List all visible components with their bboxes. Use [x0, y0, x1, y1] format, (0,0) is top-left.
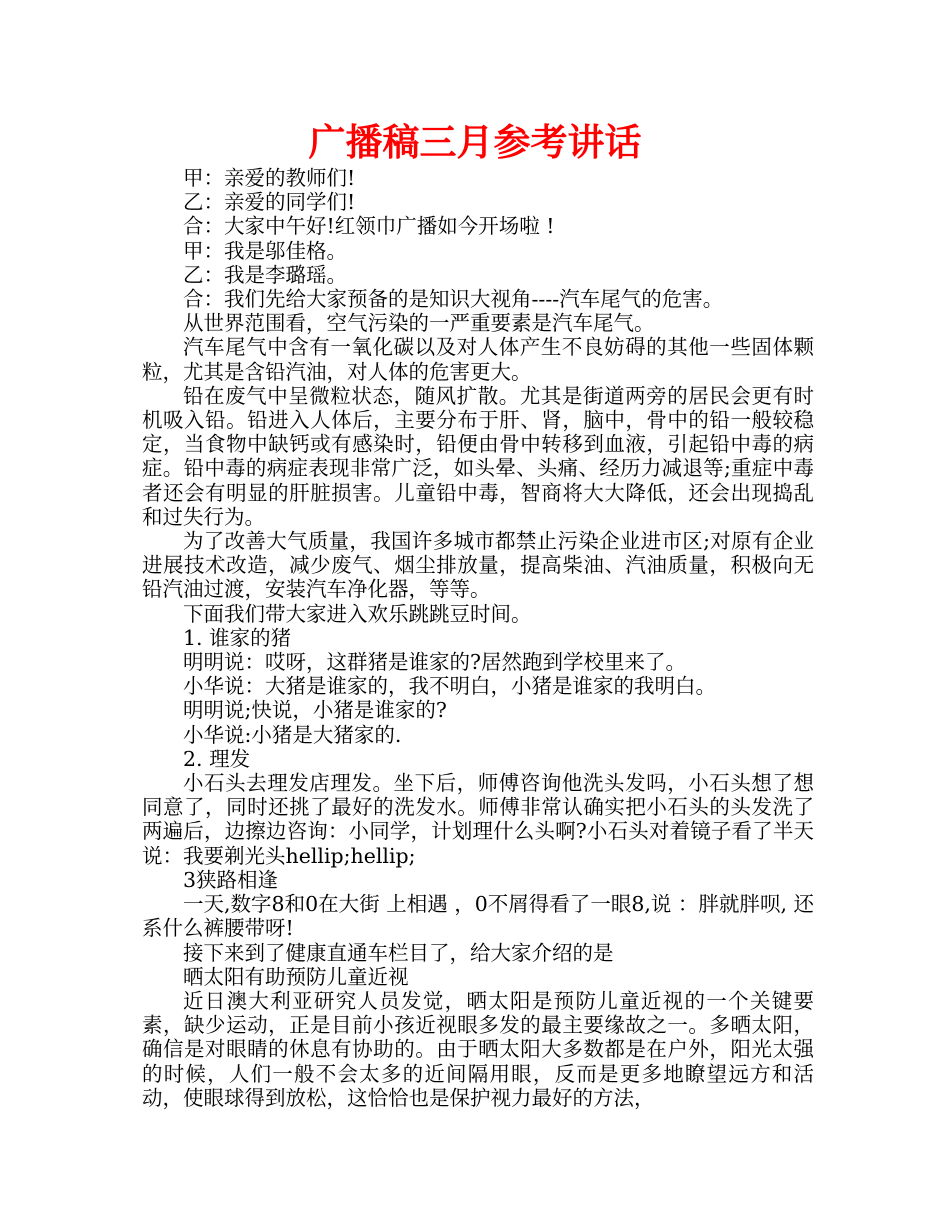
paragraph: 为了改善大气质量，我国许多城市都禁止污染企业进市区;对原有企业进展技术改造，减少废气、烟尘排放量，提高柴油、汽油质量，积极向无铅汽油过渡，安装汽车净化器，等等。: [142, 529, 814, 602]
paragraph: 甲：我是邬佳格。: [183, 238, 347, 263]
document-title: 广播稿三月参考讲话: [308, 121, 642, 164]
paragraph: 乙：我是李璐瑶。: [183, 262, 347, 287]
section-heading: 3狭路相逢: [183, 867, 279, 892]
paragraph: 汽车尾气中含有一氧化碳以及对人体产生不良妨碍的其他一些固体颗粒，尤其是含铅汽油，对人体的危害更大。: [142, 335, 814, 384]
paragraph: 小华说:小猪是大猪家的.: [183, 722, 402, 747]
paragraph: 下面我们带大家进入欢乐跳跳豆时间。: [183, 601, 532, 626]
paragraph: 合：大家中午好!红领巾广播如今开场啦 !: [183, 214, 555, 239]
paragraph: 甲：亲爱的教师们!: [183, 166, 356, 190]
section-heading: 1. 谁家的猪: [183, 625, 292, 650]
paragraph: 合：我们先给大家预备的是知识大视角----汽车尾气的危害。: [183, 287, 724, 312]
paragraph: 明明说：哎呀，这群猪是谁家的?居然跑到学校里来了。: [183, 650, 686, 675]
paragraph: 小石头去理发店理发。坐下后，师傅咨询他洗头发吗，小石头想了想同意了，同时还挑了最好的洗发水。师傅非常认确实把小石头的头发洗了两遍后，边擦边咨询：小同学，计划理什么头啊?小石头对着镜子看了半天说：我要剃光头hellip;hellip;: [142, 771, 814, 868]
paragraph: 近日澳大利亚研究人员发觉，晒太阳是预防儿童近视的一个关键要素，缺少运动，正是目前小孩近视眼多发的最主要缘故之一。多晒太阳，确信是对眼睛的休息有协助的。由于晒太阳大多数都是在户外，阳光太强的时候，人们一般不会太多的近间隔用眼，反而是更多地瞭望远方和活动，使眼球得到放松，这恰恰也是保护视力最好的方法，: [142, 988, 814, 1110]
paragraph: 铅在废气中呈微粒状态，随风扩散。尤其是街道两旁的居民会更有时机吸入铅。铅进入人体后，主要分布于肝、肾，脑中，骨中的铅一般较稳定，当食物中缺钙或有感染时，铅便由骨中转移到血液，引起铅中毒的病症。铅中毒的病症表现非常广泛，如头晕、头痛、经历力减退等;重症中毒者还会有明显的肝脏损害。儿童铅中毒，智商将大大降低，还会出现捣乱和过失行为。: [142, 383, 814, 529]
document-body: [142, 166, 814, 1110]
paragraph: 乙：亲爱的同学们!: [183, 190, 356, 215]
paragraph: 小华说：大猪是谁家的，我不明白，小猪是谁家的我明白。: [183, 674, 716, 699]
paragraph: 一天,数字8和0在大街 上相遇 ，0不屑得看了一眼8,说 ：胖就胖呗, 还系什么裤腰带呀!: [142, 892, 814, 941]
paragraph: 接下来到了健康直通车栏目了，给大家介绍的是: [183, 940, 614, 965]
paragraph: 从世界范围看，空气污染的一严重要素是汽车尾气。: [183, 311, 655, 336]
section-heading: 2. 理发: [183, 746, 251, 771]
paragraph: 明明说;快说，小猪是谁家的?: [183, 698, 447, 723]
section-heading: 晒太阳有助预防儿童近视: [183, 964, 409, 989]
